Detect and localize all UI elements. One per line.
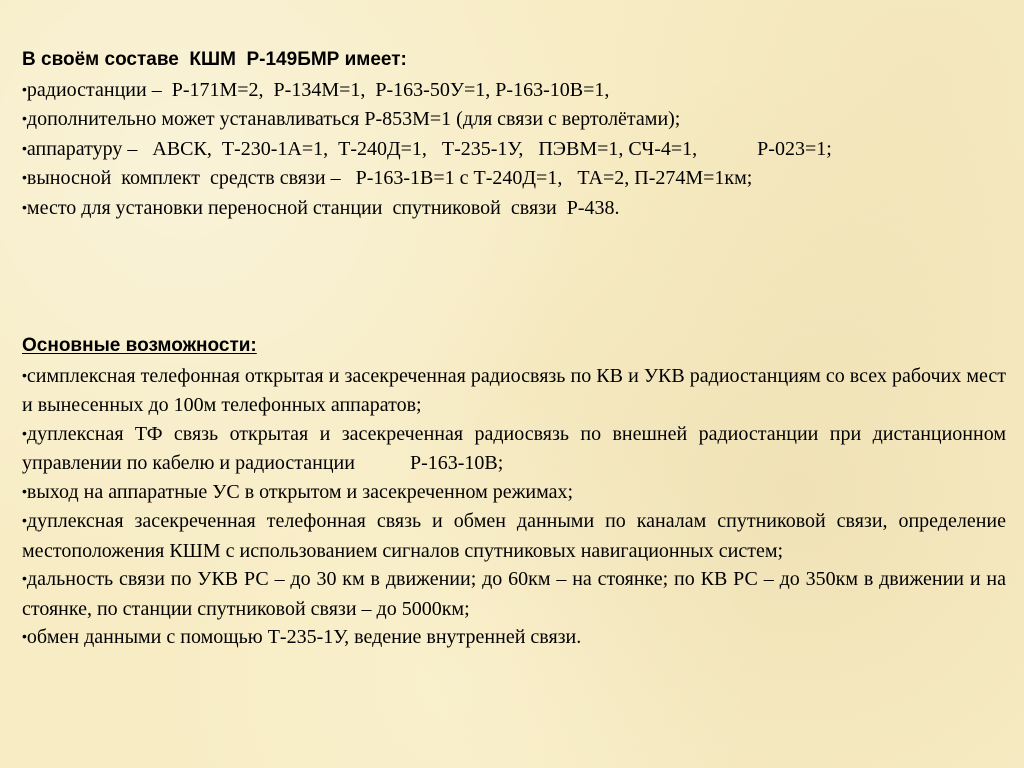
capabilities-item-text: выход на аппаратные УС в открытом и засекреченном режимах; <box>26 480 574 503</box>
composition-item <box>22 105 1006 135</box>
capabilities-heading: Основные возможности: <box>22 335 257 356</box>
composition-item-text: дополнительно может устанавливаться Р-853М=1 (для связи с вертолётами); <box>26 108 681 130</box>
composition-item <box>22 135 1006 165</box>
bullet-icon: • <box>22 169 27 185</box>
bullet-icon: • <box>22 628 27 644</box>
composition-item-text: радиостанции – Р-171М=2, Р-134М=1, Р-163-50У=1, Р-163-10В=1, <box>26 78 610 101</box>
bullet-icon: • <box>22 198 27 215</box>
capabilities-item <box>22 565 1011 623</box>
capabilities-item-text: дуплексная ТФ связь открытая и засекреченная радиосвязь по внешней радиостанции при дистанционном управлении по кабелю и радиостанции Р-163-10В; <box>22 422 1011 474</box>
bullet-icon: • <box>22 80 27 97</box>
bullet-icon: • <box>22 110 27 126</box>
capabilities-item-text: дальность связи по УКВ РС – до 30 км в движении; до 60км – на стоянке; по КВ РС – до 350км в движении и на стоянке, по станции спутниковой связи – до 5000км; <box>22 568 1011 620</box>
bullet-icon: • <box>22 424 27 441</box>
bullet-icon: • <box>22 139 27 156</box>
capabilities-item <box>22 478 1006 508</box>
bullet-icon: • <box>22 482 27 499</box>
bullet-icon: • <box>22 366 27 383</box>
bullet-icon: • <box>22 512 27 528</box>
composition-item-text: место для установки переносной станции спутниковой связи Р-438. <box>26 196 620 219</box>
composition-item-text: аппаратуру – АВСК, Т-230-1А=1, Т-240Д=1, Т-235-1У, ПЭВМ=1, СЧ-4=1, Р-023=1; <box>26 137 832 160</box>
bullet-icon: • <box>22 570 27 586</box>
capabilities-item <box>22 420 1011 478</box>
capabilities-section <box>22 332 1011 653</box>
capabilities-item <box>22 362 1011 420</box>
capabilities-item <box>22 623 1006 653</box>
composition-item <box>22 76 1006 106</box>
composition-item <box>22 164 1006 194</box>
composition-item-text: выносной комплект средств связи – Р-163-1В=1 с Т-240Д=1, ТА=2, П-274М=1км; <box>26 167 753 189</box>
capabilities-item <box>22 507 1011 565</box>
composition-section <box>22 46 1006 223</box>
capabilities-item-text: симплексная телефонная открытая и засекреченная радиосвязь по КВ и УКВ радиостанциям со всех рабочих мест и вынесенных до 100м телефонных аппаратов; <box>22 364 1011 416</box>
composition-heading: В своём составе КШМ Р-149БМР имеет: <box>22 49 407 70</box>
capabilities-item-text: обмен данными с помощью Т-235-1У, ведение внутренней связи. <box>26 626 582 648</box>
composition-item <box>22 194 1006 224</box>
capabilities-item-text: дуплексная засекреченная телефонная связь и обмен данными по каналам спутниковой связи, определение местоположения КШМ с использованием сигналов спутниковых навигационных систем; <box>22 510 1011 562</box>
